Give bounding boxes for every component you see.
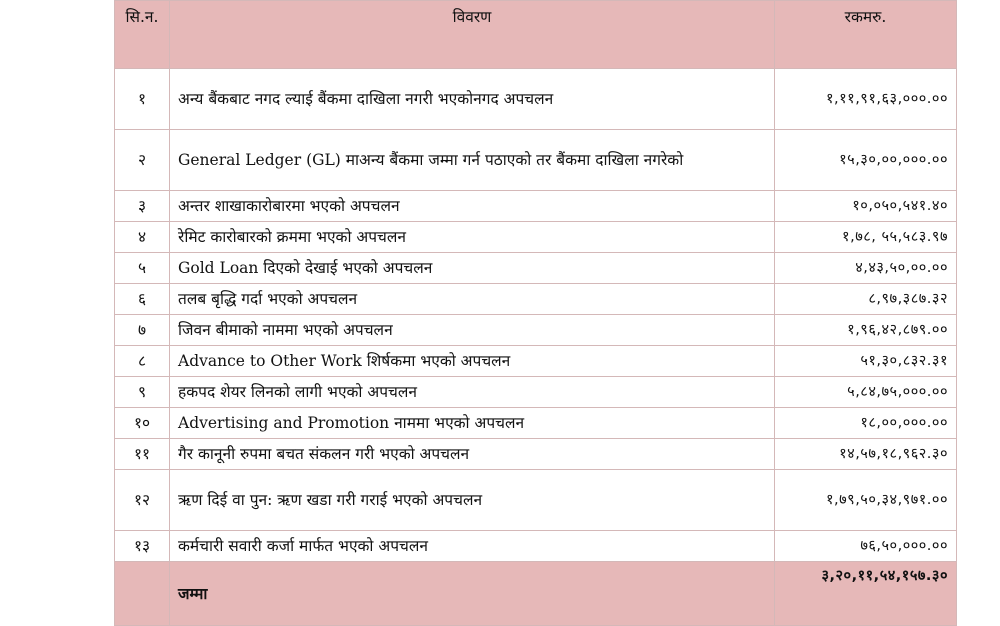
row-amount: ५,८४,७५,०००.००	[775, 377, 957, 408]
table-row	[115, 222, 957, 253]
row-serial-number: ७	[115, 315, 170, 346]
row-amount: १,९६,४२,८७९.००	[775, 315, 957, 346]
header-serial-number: सि.न.	[115, 1, 170, 69]
table-row	[115, 531, 957, 562]
row-description: अन्य बैंकबाट नगद ल्याई बैंकमा दाखिला नगरी भएकोनगद अपचलन	[170, 69, 775, 130]
row-serial-number: ५	[115, 253, 170, 284]
header-row	[115, 1, 957, 69]
header-amount: रकमरु.	[775, 1, 957, 69]
row-amount: १,११,९१,६३,०००.००	[775, 69, 957, 130]
row-description: जिवन बीमाको नाममा भएको अपचलन	[170, 315, 775, 346]
row-serial-number: १३	[115, 531, 170, 562]
table-row	[115, 377, 957, 408]
table-row	[115, 439, 957, 470]
table-body	[115, 69, 957, 562]
row-description: कर्मचारी सवारी कर्जा मार्फत भएको अपचलन	[170, 531, 775, 562]
row-serial-number: २	[115, 130, 170, 191]
row-serial-number: ३	[115, 191, 170, 222]
row-description: रेमिट कारोबारको क्रममा भएको अपचलन	[170, 222, 775, 253]
row-description: हकपद शेयर लिनको लागी भएको अपचलन	[170, 377, 775, 408]
row-description: तलब बृद्धि गर्दा भएको अपचलन	[170, 284, 775, 315]
row-description: Gold Loan दिएको देखाई भएको अपचलन	[170, 253, 775, 284]
row-serial-number: ४	[115, 222, 170, 253]
row-amount: १४,५७,१८,९६२.३०	[775, 439, 957, 470]
table-row	[115, 470, 957, 531]
table-row	[115, 346, 957, 377]
misappropriation-table	[114, 0, 957, 626]
total-row	[115, 562, 957, 626]
table-row	[115, 315, 957, 346]
misappropriation-table-container	[114, 0, 956, 626]
row-description: ऋण दिई वा पुन: ऋण खडा गरी गराई भएको अपचलन	[170, 470, 775, 531]
table-row	[115, 408, 957, 439]
row-amount: ५१,३०,८३२.३१	[775, 346, 957, 377]
row-serial-number: ६	[115, 284, 170, 315]
row-serial-number: १	[115, 69, 170, 130]
table-row	[115, 191, 957, 222]
total-label: जम्मा	[170, 562, 775, 626]
total-amount: ३,२०,११,५४,१५७.३०	[775, 562, 957, 626]
row-description: Advertising and Promotion नाममा भएको अपचलन	[170, 408, 775, 439]
header-description: विवरण	[170, 1, 775, 69]
row-amount: १,७८, ५५,५८३.९७	[775, 222, 957, 253]
row-serial-number: १२	[115, 470, 170, 531]
row-serial-number: ११	[115, 439, 170, 470]
row-amount: ८,९७,३८७.३२	[775, 284, 957, 315]
row-serial-number: ९	[115, 377, 170, 408]
table-row	[115, 69, 957, 130]
table-row	[115, 130, 957, 191]
row-description: General Ledger (GL) माअन्य बैंकमा जम्मा गर्न पठाएको तर बैंकमा दाखिला नगरेको	[170, 130, 775, 191]
row-amount: ७६,५०,०००.००	[775, 531, 957, 562]
total-serial-cell	[115, 562, 170, 626]
row-amount: १०,०५०,५४१.४०	[775, 191, 957, 222]
row-amount: १५,३०,००,०००.००	[775, 130, 957, 191]
row-amount: १,७९,५०,३४,९७१.००	[775, 470, 957, 531]
row-amount: ४,४३,५०,००.००	[775, 253, 957, 284]
table-row	[115, 284, 957, 315]
row-description: अन्तर शाखाकारोबारमा भएको अपचलन	[170, 191, 775, 222]
row-description: Advance to Other Work शिर्षकमा भएको अपचलन	[170, 346, 775, 377]
row-amount: १८,००,०००.००	[775, 408, 957, 439]
row-serial-number: ८	[115, 346, 170, 377]
table-row	[115, 253, 957, 284]
row-description: गैर कानूनी रुपमा बचत संकलन गरी भएको अपचलन	[170, 439, 775, 470]
row-serial-number: १०	[115, 408, 170, 439]
